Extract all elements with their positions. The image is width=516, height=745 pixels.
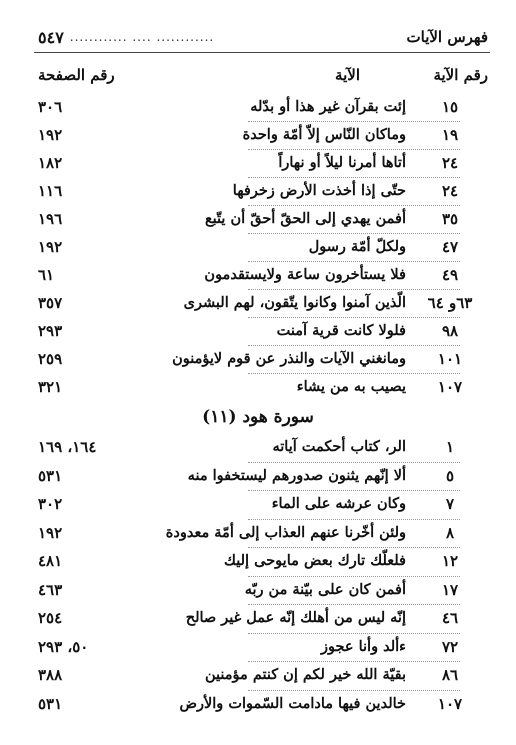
verse-text: وكان عرشه على الماء xyxy=(271,495,406,512)
verse-text: فلا يستأخرون ساعة ولايستقدمون xyxy=(204,266,406,283)
verse-text: إئت بقرآن غير هذا أو بدّله xyxy=(250,98,406,115)
index-row xyxy=(38,150,488,176)
page-ref: ٢٥٤ xyxy=(38,609,63,627)
index-row xyxy=(38,548,488,574)
verse-text: ومانغني الآيات والنذر عن قوم لايؤمنون xyxy=(172,350,406,367)
verse-text: أفمن يهدي إلى الحقّ أحقّ أن يتّبع xyxy=(204,210,406,227)
index-row xyxy=(38,691,488,717)
index-row xyxy=(38,463,488,489)
verse-text: فلولا كانت قرية آمنت xyxy=(276,322,406,339)
header-title: فهرس الآيات xyxy=(406,28,488,46)
page-ref: ٣٨٨ xyxy=(38,666,63,684)
page-ref: ٤٦٣ xyxy=(38,580,63,599)
verse-text: بقيّة الله خير لكم إن كنتم مؤمنين xyxy=(204,666,406,683)
page-ref: ٢٥٩ xyxy=(38,350,63,368)
verse-text: الر، كتاب أحكمت آياته xyxy=(272,438,406,455)
surah-heading: سورة هود (١١) xyxy=(202,407,314,427)
index-row xyxy=(38,122,488,148)
col-verse: الآية xyxy=(335,66,360,84)
verse-text: ءألد وأنا عجوز xyxy=(321,637,406,655)
verse-number: ١٧ xyxy=(441,580,459,599)
page-ref: ٦١ xyxy=(38,266,55,284)
col-verse-number: رقم الآية xyxy=(433,66,488,84)
verse-number: ٤٩ xyxy=(441,266,459,284)
verse-text: الّذين آمنوا وكانوا يتّقون، لهم البشرى xyxy=(183,294,406,311)
verse-text: أفمن كان على بيّنة من ربّه xyxy=(244,580,406,598)
verse-text: حتّى إذا أخذت الأرض زخرفها xyxy=(232,182,406,199)
verse-number: ٤٧ xyxy=(441,238,459,256)
page-ref: ٢٩٣ xyxy=(38,322,63,340)
column-headers xyxy=(38,66,488,90)
index-row xyxy=(38,262,488,288)
page-ref: ١٩٢ xyxy=(38,523,63,542)
verse-text: أتاها أمرنا ليلاً أو نهاراً xyxy=(278,154,406,171)
index-row xyxy=(38,434,488,460)
index-row xyxy=(38,374,488,400)
verse-number: ١٩ xyxy=(441,126,459,144)
index-row xyxy=(38,662,488,688)
index-row xyxy=(38,290,488,316)
verse-number: ١٥ xyxy=(441,98,459,116)
verse-number: ٦٣و ٦٤ xyxy=(427,294,473,312)
verse-number: ٩٨ xyxy=(441,322,459,340)
index-row xyxy=(38,94,488,120)
verse-text: فلعلّك تارك بعض مايوحى إليك xyxy=(224,552,406,569)
page-ref: ٤٨١ xyxy=(38,552,63,570)
page-ref: ١٩٦ xyxy=(38,210,63,228)
verse-number: ٧٢ xyxy=(441,637,459,656)
page-ref: ٣٠٦ xyxy=(38,98,63,116)
verse-number: ٤٦ xyxy=(441,609,459,627)
verse-text: يصيب به من يشاء xyxy=(296,378,406,395)
verse-text: وماكان النّاس إلاّ أمّة واحدة xyxy=(242,126,406,143)
verse-number: ٣٥ xyxy=(441,210,459,228)
verse-number: ٧ xyxy=(445,495,455,513)
verse-text: خالدين فيها مادامت السّموات والأرض xyxy=(179,694,406,712)
page-number: ٥٤٧ xyxy=(38,27,64,47)
running-header xyxy=(38,26,488,48)
col-page-number: رقم الصفحة xyxy=(38,66,115,84)
index-row xyxy=(38,346,488,372)
page-ref: ٣٢١ xyxy=(38,378,63,396)
page-ref: ١٨٢ xyxy=(38,154,63,172)
index-row xyxy=(38,178,488,204)
page-ref: ١٩٢ xyxy=(38,126,63,144)
verse-text: ألا إنّهم يثنون صدورهم ليستخفوا منه xyxy=(187,466,406,484)
verse-text: ولكلّ أمّة رسول xyxy=(308,238,406,255)
page-ref: ٣٥٧ xyxy=(38,294,63,312)
verse-number: ١ xyxy=(445,438,455,456)
page-ref: ٥٠، ٢٩٣ xyxy=(38,637,89,656)
verse-number: ٥ xyxy=(445,466,455,485)
verse-number: ١٢ xyxy=(441,552,459,570)
index-row xyxy=(38,318,488,344)
verse-number: ١٠١ xyxy=(437,350,463,368)
index-row xyxy=(38,605,488,631)
index-row xyxy=(38,491,488,517)
verse-number: ٢٤ xyxy=(441,154,459,172)
index-row xyxy=(38,520,488,546)
verse-number: ٨ xyxy=(445,523,455,542)
page-ref: ١٩٢ xyxy=(38,238,63,256)
page-ref: ٥٣١ xyxy=(38,694,63,713)
verse-text: ولئن أخّرنا عنهم العذاب إلى أمّة معدودة xyxy=(165,523,406,541)
index-row xyxy=(38,577,488,603)
page-ref: ١٦٤، ١٦٩ xyxy=(38,438,97,456)
header-rule xyxy=(34,52,490,53)
header-dots: ............ .... ............ xyxy=(69,30,215,44)
verse-text: إنّه ليس من أهلك إنّه عمل غير صالح xyxy=(185,609,406,626)
page-ref: ٥٣١ xyxy=(38,466,63,485)
verse-number: ١٠٧ xyxy=(437,694,463,713)
index-row xyxy=(38,234,488,260)
index-row xyxy=(38,206,488,232)
index-row xyxy=(38,634,488,660)
verse-number: ٢٤ xyxy=(441,182,459,200)
page-ref: ١١٦ xyxy=(38,182,63,200)
verse-number: ٨٦ xyxy=(441,666,459,684)
verse-number: ١٠٧ xyxy=(437,378,463,396)
page-ref: ٣٠٢ xyxy=(38,495,63,513)
